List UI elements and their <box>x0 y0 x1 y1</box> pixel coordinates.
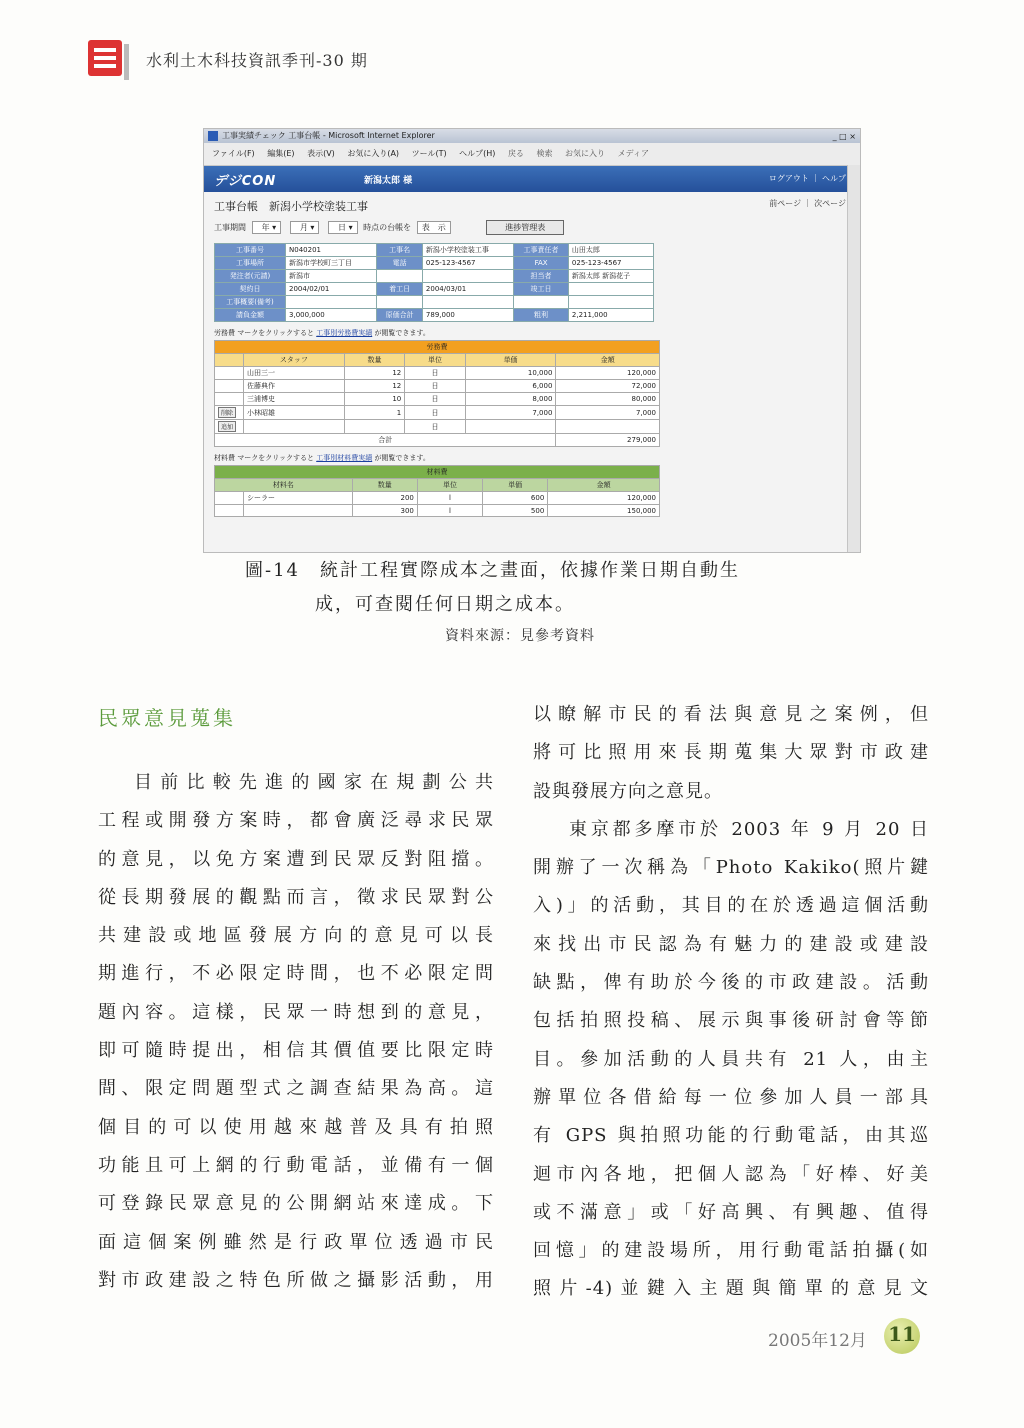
row-action <box>215 393 244 406</box>
info-label: 工事責任者 <box>514 244 569 257</box>
toolbar-media: メディア <box>617 149 649 158</box>
ledger-title: 工事台帳 新潟小学校塗装工事 <box>214 200 368 213</box>
info-value: N040201 <box>286 244 377 257</box>
text-line: 設與發展方向之意見。 <box>533 780 723 802</box>
labor-cell: 小林昭雄 <box>244 406 345 420</box>
labor-cell: 三浦博史 <box>244 393 345 406</box>
info-label: 粗利 <box>514 309 569 322</box>
info-label: 工事場所 <box>215 257 286 270</box>
labor-table <box>214 340 660 447</box>
info-label: 担当者 <box>514 270 569 283</box>
text-line: 缺點，俾有助於今後的市政建設。活動 <box>533 972 929 994</box>
window-control-buttons: _ □ × <box>832 132 856 141</box>
info-label: 契約日 <box>215 283 286 296</box>
labor-cell: 日 <box>405 406 465 420</box>
labor-cell: 日 <box>405 380 465 393</box>
info-value: 新潟市 <box>286 270 377 283</box>
text-line: 功能且可上網的行動電話，並備有一個 <box>98 1154 494 1176</box>
labor-cell: 12 <box>344 380 404 393</box>
text-line: 面這個案例雖然是行政單位透過市民 <box>98 1231 494 1253</box>
info-label: 着工日 <box>377 283 423 296</box>
info-label: 工事概要(備考) <box>215 296 286 309</box>
journal-logo <box>88 40 130 82</box>
toolbar-favorites: お気に入り <box>565 149 606 158</box>
labor-cell <box>556 420 660 434</box>
material-cell: 200 <box>352 492 417 505</box>
info-value: 山田太郎 <box>568 244 653 257</box>
date-label: 工事期間 <box>214 223 246 232</box>
material-cell: シーラー <box>244 492 353 505</box>
material-note: 材料費 マークをクリックすると 工事別材料費実績 が閲覧できます。 <box>214 454 430 462</box>
material-row <box>215 505 660 517</box>
info-value <box>286 296 377 309</box>
info-label: 原価合計 <box>377 309 423 322</box>
day-select: 日 ▾ <box>328 221 358 234</box>
material-column-header: 金額 <box>548 479 660 492</box>
figure-caption-line2: 成，可查閱任何日期之成本。 <box>315 594 575 615</box>
browser-scrollbar <box>847 165 860 552</box>
info-value: 2004/03/01 <box>422 283 513 296</box>
text-line: 東京都多摩市於 2003 年 9 月 20 日 <box>569 818 929 840</box>
labor-cell: 12 <box>344 367 404 380</box>
info-row <box>215 257 654 270</box>
footer-date: 2005年12月 <box>768 1331 867 1351</box>
info-label: 発注者(元請) <box>215 270 286 283</box>
text-line: 共建設或地區發展方向的意見可以長 <box>98 925 494 947</box>
labor-cell: 7,000 <box>465 406 556 420</box>
text-line: 包括拍照投稿、展示與事後研討會等節 <box>533 1010 929 1032</box>
text-line: 辦單位各借給每一位參加人員一部具 <box>533 1086 929 1108</box>
labor-cell: 10 <box>344 393 404 406</box>
text-line: 目前比較先進的國家在規劃公共 <box>134 772 494 793</box>
material-cell: 150,000 <box>548 505 660 517</box>
info-row <box>215 244 654 257</box>
menu-view: 表示(V) <box>307 149 335 158</box>
figure-source: 資料來源：見參考資料 <box>445 628 595 644</box>
labor-column-header: スタッフ <box>244 354 345 367</box>
row-action <box>215 367 244 380</box>
labor-row <box>215 367 660 380</box>
info-value: 新潟太郎 新潟花子 <box>568 270 653 283</box>
info-value: 789,000 <box>422 309 513 322</box>
info-label <box>514 296 569 309</box>
labor-row <box>215 393 660 406</box>
labor-column-header: 単位 <box>405 354 465 367</box>
info-row <box>215 270 654 283</box>
material-section-header: 材料費 <box>215 466 660 479</box>
labor-cell: 日 <box>405 420 465 434</box>
material-column-header: 材料名 <box>215 479 353 492</box>
labor-cell: 7,000 <box>556 406 660 420</box>
site-links: ログアウト ｜ ヘルプ <box>768 174 846 183</box>
running-header <box>88 40 538 84</box>
labor-cell: 佐藤典作 <box>244 380 345 393</box>
labor-cell: 日 <box>405 367 465 380</box>
text-line: 將可比照用來長期蒐集大眾對市政建 <box>533 742 929 764</box>
header-spacer <box>215 354 244 367</box>
month-select: 月 ▾ <box>290 221 320 234</box>
text-line: 的意見，以免方案遭到民眾反對阻擋。 <box>98 848 494 870</box>
labor-cell <box>344 420 404 434</box>
labor-cell <box>465 420 556 434</box>
figure-screenshot <box>203 128 861 553</box>
text-line: 即可隨時提出，相信其價值要比限定時 <box>98 1040 494 1062</box>
labor-section-header: 労務費 <box>215 341 660 354</box>
info-label <box>377 270 423 283</box>
text-line: 從長期發展的觀點而言，徵求民眾對公 <box>98 886 494 908</box>
menu-tools: ツール(T) <box>411 149 447 158</box>
labor-cell: 1 <box>344 406 404 420</box>
left-column-text <box>98 764 494 1300</box>
info-value: 025-123-4567 <box>568 257 653 270</box>
text-line: 個目的可以使用越來越普及具有拍照 <box>98 1116 494 1138</box>
figure-caption-line1: 圖-14 統計工程實際成本之畫面，依據作業日期自動生 <box>245 560 740 581</box>
info-value <box>422 270 513 283</box>
info-label: 電話 <box>377 257 423 270</box>
info-value: 025-123-4567 <box>422 257 513 270</box>
labor-total-value: 279,000 <box>556 434 660 447</box>
ledger-heading <box>204 192 860 216</box>
labor-row-action-button: 追加 <box>218 421 236 432</box>
row-action <box>215 380 244 393</box>
info-value: 3,000,000 <box>286 309 377 322</box>
text-line: 間、限定問題型式之調查結果為高。這 <box>98 1078 494 1100</box>
material-column-header: 単価 <box>483 479 548 492</box>
labor-cell: 120,000 <box>556 367 660 380</box>
material-table <box>214 465 660 517</box>
row-spacer <box>215 492 244 505</box>
labor-cell: 10,000 <box>465 367 556 380</box>
material-cell: 600 <box>483 492 548 505</box>
info-label: 竣工日 <box>514 283 569 296</box>
material-row <box>215 492 660 505</box>
toolbar-back: 戻る <box>507 149 524 158</box>
info-row <box>215 283 654 296</box>
right-column-text <box>533 696 929 1309</box>
text-line: 題內容。這樣，民眾一時想到的意見， <box>98 1001 494 1023</box>
labor-total-label: 合計 <box>215 434 556 447</box>
show-button: 表 示 <box>417 221 451 234</box>
site-user: 新潟太郎 様 <box>364 176 413 186</box>
labor-cell: 山田三一 <box>244 367 345 380</box>
info-value: 新潟市学校町三丁目 <box>286 257 377 270</box>
material-cell: 500 <box>483 505 548 517</box>
ledger-info-table <box>214 243 654 322</box>
labor-row <box>215 406 660 420</box>
text-line: 或不滿意」或「好高興、有興趣、值得 <box>533 1201 929 1223</box>
info-label: 請負金額 <box>215 309 286 322</box>
info-value: 2,211,000 <box>568 309 653 322</box>
material-column-header: 数量 <box>352 479 417 492</box>
browser-title-bar <box>204 129 860 143</box>
labor-column-header: 単価 <box>465 354 556 367</box>
material-cell: l <box>417 492 482 505</box>
row-action <box>215 406 244 420</box>
info-value <box>568 283 653 296</box>
info-value <box>422 296 513 309</box>
site-header-bar <box>204 166 860 192</box>
journal-title: 水利土木科技資訊季刊-30 期 <box>146 51 368 70</box>
menu-help: ヘルプ(H) <box>459 149 496 158</box>
labor-cell: 6,000 <box>465 380 556 393</box>
labor-cell: 8,000 <box>465 393 556 406</box>
info-value <box>568 296 653 309</box>
info-value: 新潟小学校塗装工事 <box>422 244 513 257</box>
labor-cell: 80,000 <box>556 393 660 406</box>
labor-row <box>215 420 660 434</box>
text-line: 照片-4)並鍵入主題與簡單的意見文 <box>533 1278 929 1300</box>
info-label: FAX <box>514 257 569 270</box>
labor-cell: 72,000 <box>556 380 660 393</box>
text-line: 工程或開發方案時，都會廣泛尋求民眾 <box>98 810 494 832</box>
browser-menu-bar <box>204 143 860 166</box>
text-line: 迴市內各地，把個人認為「好棒、好美 <box>533 1163 929 1185</box>
text-line: 開辦了一次稱為「Photo Kakiko(照片鍵 <box>533 857 929 879</box>
labor-column-header: 数量 <box>344 354 404 367</box>
text-line: 有 GPS 與拍照功能的行動電話，由其巡 <box>533 1125 929 1147</box>
site-logo: デジCON <box>214 174 277 189</box>
text-line: 回憶」的建設場所，用行動電話拍攝(如 <box>533 1240 929 1262</box>
date-controls <box>204 216 860 239</box>
info-label: 工事番号 <box>215 244 286 257</box>
material-column-header: 単位 <box>417 479 482 492</box>
material-cell: l <box>417 505 482 517</box>
menu-file: ファイル(F) <box>212 149 255 158</box>
text-line: 來找出市民認為有魅力的建設或建設 <box>533 933 929 955</box>
info-row <box>215 309 654 322</box>
row-spacer <box>215 505 244 517</box>
toolbar-search: 検索 <box>536 149 553 158</box>
menu-favorites: お気に入り(A) <box>347 149 400 158</box>
text-line: 以瞭解市民的看法與意見之案例，但 <box>533 704 929 725</box>
text-line: 可登錄民眾意見的公開網站來達成。下 <box>98 1193 494 1215</box>
material-cell: 120,000 <box>548 492 660 505</box>
material-cell <box>244 505 353 517</box>
manage-button: 進捗管理表 <box>486 220 564 235</box>
info-row <box>215 296 654 309</box>
row-action <box>215 420 244 434</box>
page-nav: 前ページ ｜ 次ページ <box>769 199 846 208</box>
text-line: 期進行，不必限定時間，也不必限定問 <box>98 963 494 985</box>
page-number: 11 <box>888 1322 916 1346</box>
ie-icon <box>208 131 218 141</box>
year-select: 年 ▾ <box>252 221 282 234</box>
section-heading: 民眾意見蒐集 <box>98 706 236 730</box>
labor-row <box>215 380 660 393</box>
info-value: 2004/02/01 <box>286 283 377 296</box>
info-label <box>377 296 423 309</box>
text-line: 對市政建設之特色所做之攝影活動，用 <box>98 1269 494 1291</box>
at-label: 時点の台帳を <box>363 223 412 232</box>
labor-note: 労務費 マークをクリックすると 工事別労務費実績 が閲覧できます。 <box>214 329 430 337</box>
labor-column-header: 金額 <box>556 354 660 367</box>
material-cell: 300 <box>352 505 417 517</box>
info-label: 工事名 <box>377 244 423 257</box>
labor-cell <box>244 420 345 434</box>
text-line: 目。參加活動的人員共有 21 人，由主 <box>533 1048 929 1070</box>
menu-edit: 編集(E) <box>267 149 295 158</box>
browser-window-title: 工事実績チェック 工事台帳 - Microsoft Internet Explorer <box>222 131 435 140</box>
text-line: 入)」的活動，其目的在於透過這個活動 <box>533 895 929 917</box>
labor-row-action-button: 削除 <box>218 407 236 418</box>
labor-cell: 日 <box>405 393 465 406</box>
